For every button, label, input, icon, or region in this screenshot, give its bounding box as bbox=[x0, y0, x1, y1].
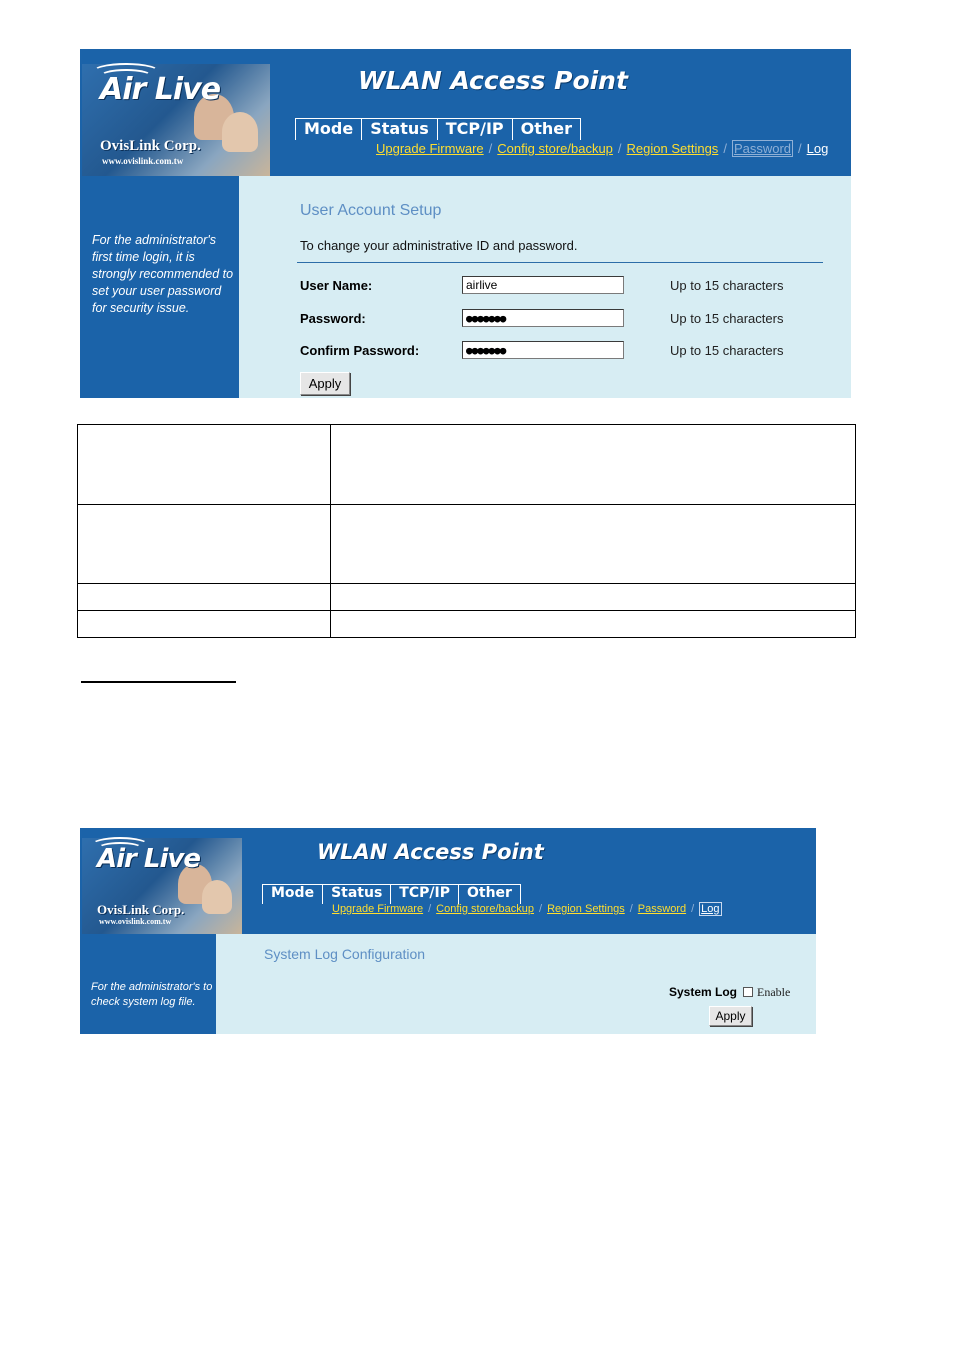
separator: / bbox=[691, 903, 695, 915]
tab-other[interactable]: Other bbox=[458, 884, 521, 904]
link-region-settings[interactable]: Region Settings bbox=[626, 141, 719, 156]
sidebar bbox=[80, 176, 239, 398]
logo-brand-text: Air Live bbox=[97, 844, 200, 874]
section-title: User Account Setup bbox=[300, 202, 442, 219]
logo-url-text: www.ovislink.com.tw bbox=[102, 156, 184, 166]
section-title: System Log Configuration bbox=[264, 946, 426, 962]
heading-underline bbox=[81, 681, 236, 683]
airlive-logo bbox=[82, 64, 270, 176]
separator: / bbox=[798, 141, 802, 156]
enable-checkbox[interactable] bbox=[743, 987, 753, 997]
logo-corp-text: OvisLink Corp. bbox=[97, 902, 185, 917]
app-title: WLAN Access Point bbox=[358, 66, 628, 95]
content-area bbox=[239, 176, 851, 398]
username-input[interactable] bbox=[462, 276, 624, 294]
link-log[interactable]: Log bbox=[806, 141, 829, 156]
tab-mode[interactable]: Mode bbox=[295, 118, 361, 140]
separator: / bbox=[617, 141, 622, 156]
separator: / bbox=[428, 903, 432, 915]
tab-mode[interactable]: Mode bbox=[262, 884, 322, 904]
link-upgrade-firmware[interactable]: Upgrade Firmware bbox=[376, 141, 484, 156]
username-hint: Up to 15 characters bbox=[670, 278, 784, 293]
log-screenshot bbox=[80, 828, 816, 1034]
logo-photo-figure bbox=[222, 112, 258, 152]
tab-status[interactable]: Status bbox=[322, 884, 390, 904]
link-password[interactable]: Password bbox=[637, 903, 687, 915]
table-cell bbox=[331, 611, 856, 638]
enable-label: Enable bbox=[757, 985, 791, 999]
link-password[interactable]: Password bbox=[733, 141, 792, 156]
sidebar-help-text: For the administrator's to check system log file. bbox=[91, 981, 213, 1008]
logo-photo-figure bbox=[202, 880, 232, 914]
main-tabs bbox=[262, 884, 521, 904]
separator: / bbox=[723, 141, 727, 156]
logo-url-text: www.ovislink.com.tw bbox=[99, 917, 172, 926]
separator: / bbox=[629, 903, 633, 915]
password-screenshot bbox=[80, 49, 851, 398]
table-cell bbox=[331, 505, 856, 584]
link-log[interactable]: Log bbox=[701, 903, 720, 915]
table-cell bbox=[78, 611, 331, 638]
tab-tcpip[interactable]: TCP/IP bbox=[437, 118, 512, 140]
password-hint: Up to 15 characters bbox=[670, 311, 784, 326]
separator: / bbox=[488, 141, 493, 156]
apply-button[interactable]: Apply bbox=[709, 1006, 752, 1026]
password-label: Password: bbox=[300, 311, 366, 326]
table-cell bbox=[331, 584, 856, 611]
separator: / bbox=[539, 903, 543, 915]
other-submenu bbox=[332, 903, 722, 915]
table-cell bbox=[78, 584, 331, 611]
password-input[interactable]: ●●●●●●● bbox=[462, 309, 624, 327]
sidebar bbox=[80, 934, 216, 1034]
other-submenu bbox=[376, 141, 828, 156]
confirm-password-input[interactable]: ●●●●●●● bbox=[462, 341, 624, 359]
settings-table bbox=[77, 424, 856, 638]
table-cell bbox=[78, 425, 331, 505]
section-description: To change your administrative ID and password. bbox=[300, 238, 578, 253]
section-divider bbox=[297, 262, 823, 263]
link-config-store-backup[interactable]: Config store/backup bbox=[497, 141, 613, 156]
confirm-password-label: Confirm Password: bbox=[300, 343, 420, 358]
link-config-store-backup[interactable]: Config store/backup bbox=[436, 903, 534, 915]
apply-button[interactable]: Apply bbox=[300, 372, 350, 395]
app-title: WLAN Access Point bbox=[317, 840, 544, 864]
confirm-password-hint: Up to 15 characters bbox=[670, 343, 784, 358]
link-upgrade-firmware[interactable]: Upgrade Firmware bbox=[332, 903, 424, 915]
airlive-logo bbox=[82, 838, 242, 934]
system-log-label: System Log bbox=[669, 985, 738, 999]
content-area bbox=[216, 934, 816, 1034]
sidebar-help-text: For the administrator's first time login, it is strongly recommended to set your user password for security issue. bbox=[92, 233, 234, 315]
link-region-settings[interactable]: Region Settings bbox=[547, 903, 625, 915]
logo-brand-text: Air Live bbox=[100, 72, 221, 107]
logo-corp-text: OvisLink Corp. bbox=[100, 138, 201, 154]
tab-other[interactable]: Other bbox=[512, 118, 581, 140]
table-cell bbox=[78, 505, 331, 584]
tab-status[interactable]: Status bbox=[361, 118, 437, 140]
username-label: User Name: bbox=[300, 278, 373, 293]
main-tabs bbox=[295, 118, 581, 140]
tab-tcpip[interactable]: TCP/IP bbox=[390, 884, 458, 904]
table-cell bbox=[331, 425, 856, 505]
